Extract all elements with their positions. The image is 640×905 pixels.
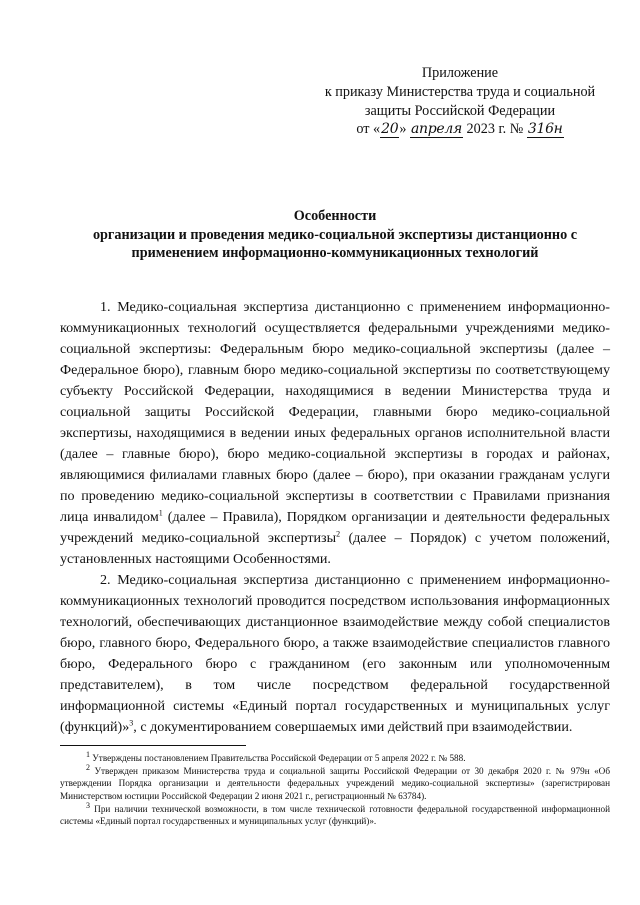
footnotes — [60, 749, 610, 828]
handwritten-day: 20 — [381, 121, 399, 138]
footnote-ref-2: 2 — [336, 529, 341, 539]
date-prefix: от « — [356, 121, 381, 138]
footnote-3 — [60, 800, 610, 827]
footnote-2 — [60, 765, 610, 802]
footnote-text-2: Утвержден приказом Министерства труда и социальной защиты Российской Федерации от 30 декабря 2020 г. № 979н «Об утверждении Порядка организации и деятельности федеральных учреждений медико-социальной экспертизы» (зарегистрирован Министерством юстиции Российской Федерации 2 июня 2021 г., регистрационный № 63784). — [60, 766, 610, 801]
appendix-ministry: защиты Российской Федерации — [364, 102, 556, 119]
footnote-1 — [60, 749, 610, 764]
appendix-label: Приложение — [421, 65, 499, 81]
handwritten-order-number: 316н — [527, 121, 563, 138]
paragraph-1-text-a: 1. Медико-социальная экспертиза дистанционно с применением информационно-коммуникационных технологий осуществляется федеральными учреждениями медико-социальной экспертизы: Федеральным бюро медико-социальной экспертизы (далее – Федеральное бюро), главным бюро медико-социальной экспертизы по соответствующему субъекту Российской Федерации, находящимися в ведении Министерства труда и социальной защиты Российской Федерации, главными бюро медико-социальной экспертизы, находящимися в ведении иных федеральных органов исполнительной власти (далее – главные бюро), бюро медико-социальной экспертизы в городах и районах, являющимися филиалами главных бюро (далее – бюро), при оказании гражданам услуги по проведению медико-социальной экспертизы в соответствии с Правилами признания лица инвалидом — [60, 299, 610, 525]
appendix-order-ref: к приказу Министерства труда и социальной — [324, 83, 596, 100]
document-title — [60, 207, 610, 263]
paragraph-2-text-a: 2. Медико-социальная экспертиза дистанционно с применением информационно-коммуникационных технологий проводится посредством использования информационных технологий, обеспечивающих дистанционное взаимодействие между собой специалистов бюро, главного бюро, Федерального бюро, а также взаимодействие специалистов главного бюро, Федерального бюро с гражданином (его законным или уполномоченным представителем), в том числе посредством федеральной государственной информационной системы «Единый портал государственных и муниципальных услуг (функций)» — [60, 572, 610, 735]
footnote-mark-1: 1 — [86, 749, 90, 759]
footnote-ref-1: 1 — [158, 508, 163, 518]
document-body — [60, 297, 610, 738]
footnote-text-1: Утверждены постановлением Правительства Российской Федерации от 5 апреля 2022 г. № 588. — [90, 753, 466, 763]
handwritten-month: апреля — [410, 121, 462, 138]
footnote-text-3: При наличии технической возможности, в том числе технической готовности федеральной государственной информационной системы «Единый портал государственных и муниципальных услуг (функций)». — [60, 803, 610, 827]
appendix-header — [300, 64, 620, 139]
date-separator: » — [399, 121, 410, 138]
title-line-2: организации и проведения медико-социальной экспертизы дистанционно с — [92, 226, 578, 243]
paragraph-2 — [60, 570, 610, 738]
footnote-ref-3: 3 — [129, 718, 134, 728]
title-line-1: Особенности — [293, 208, 377, 224]
paragraph-1 — [60, 297, 610, 570]
title-line-3: применением информационно-коммуникационных технологий — [131, 245, 539, 262]
footnote-mark-2: 2 — [86, 763, 90, 773]
footnote-separator — [60, 745, 246, 746]
paragraph-2-text-b: , с документированием совершаемых ими действий при взаимодействии. — [133, 719, 573, 735]
paragraph-1-text-b: (далее – Правила), Порядком организации и деятельности федеральных учреждений медико-социальной экспертизы — [60, 509, 611, 546]
date-year: 2023 г. № — [462, 121, 527, 138]
appendix-date-line — [300, 120, 620, 139]
paragraph-1-text-c: (далее – Порядок) с учетом положений, установленных настоящими Особенностями. — [60, 530, 610, 567]
footnote-mark-3: 3 — [86, 800, 90, 810]
